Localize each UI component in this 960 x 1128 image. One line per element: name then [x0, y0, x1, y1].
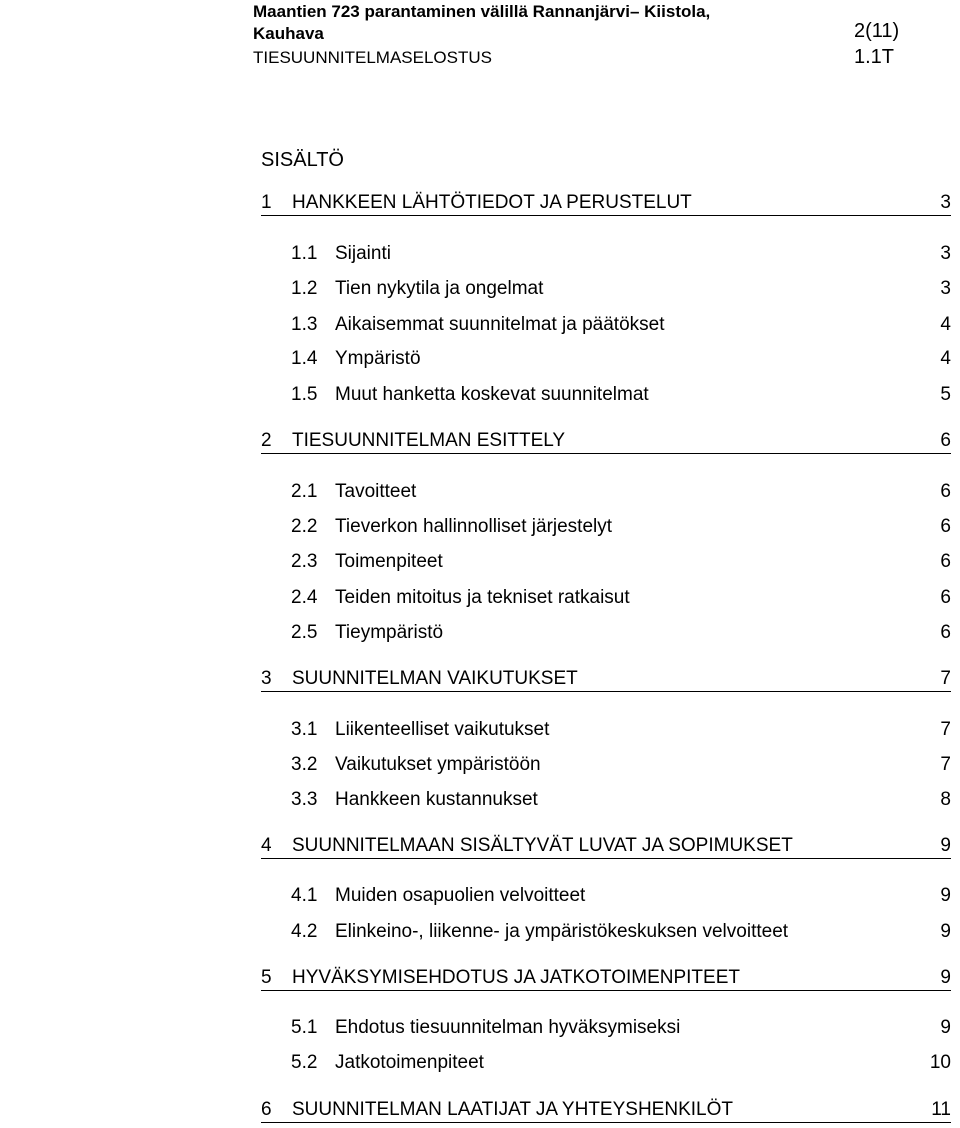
toc-number: 4	[261, 835, 272, 856]
toc-title: HYVÄKSYMISEHDOTUS JA JATKOTOIMENPITEET	[292, 967, 740, 988]
toc-title: Liikenteelliset vaikutukset	[335, 719, 550, 740]
toc-chapter[interactable]	[261, 667, 951, 692]
toc-title: Hankkeen kustannukset	[335, 789, 538, 810]
toc-section[interactable]	[261, 788, 951, 812]
toc-section[interactable]	[261, 242, 951, 266]
toc-number: 1.3	[291, 314, 318, 335]
toc-chapter[interactable]	[261, 191, 951, 216]
toc-page-number: 11	[931, 1099, 951, 1120]
toc-title: Teiden mitoitus ja tekniset ratkaisut	[335, 587, 630, 608]
toc-section[interactable]	[261, 884, 951, 908]
toc-section[interactable]	[261, 277, 951, 301]
toc-number: 5	[261, 967, 272, 988]
page-indicator: 2(11)	[854, 20, 900, 42]
toc-title: Tavoitteet	[335, 481, 417, 502]
toc-page-number: 6	[940, 622, 951, 643]
header-title-line1: Maantien 723 parantaminen välillä Rannanjärvi– Kiistola,	[253, 2, 711, 21]
toc-section[interactable]	[261, 550, 951, 574]
document-code: 1.1T	[854, 46, 895, 68]
toc-section[interactable]	[261, 480, 951, 504]
toc-section[interactable]	[261, 718, 951, 742]
toc-title: Muut hanketta koskevat suunnitelmat	[335, 384, 649, 405]
toc-number: 2.4	[291, 587, 318, 608]
toc-page-number: 9	[940, 921, 951, 942]
toc-title: Sijainti	[335, 243, 391, 264]
toc-section[interactable]	[261, 383, 951, 407]
toc-page-number: 5	[940, 384, 951, 405]
header-title-line2: Kauhava	[253, 24, 324, 43]
toc-number: 2.5	[291, 622, 318, 643]
toc-number: 1	[261, 192, 272, 213]
toc-page-number: 6	[940, 516, 951, 537]
toc-number: 1.4	[291, 348, 318, 369]
toc-title: Tien nykytila ja ongelmat	[335, 278, 544, 299]
toc-section[interactable]	[261, 515, 951, 539]
toc-title: SUUNNITELMAAN SISÄLTYVÄT LUVAT JA SOPIMUKSET	[292, 835, 793, 856]
toc-title: Toimenpiteet	[335, 551, 443, 572]
toc-title: Tieympäristö	[335, 622, 444, 643]
toc-page-number: 7	[940, 668, 951, 689]
toc-number: 2.2	[291, 516, 318, 537]
toc-page-number: 6	[940, 481, 951, 502]
document-type: TIESUUNNITELMASELOSTUS	[253, 48, 492, 67]
toc-number: 3.3	[291, 789, 318, 810]
toc-title: HANKKEEN LÄHTÖTIEDOT JA PERUSTELUT	[292, 192, 692, 213]
toc-page-number: 8	[940, 789, 951, 810]
toc-page-number: 7	[940, 719, 951, 740]
toc-title: SUUNNITELMAN LAATIJAT JA YHTEYSHENKILÖT	[292, 1099, 733, 1120]
toc-page-number: 6	[940, 430, 951, 451]
toc-page-number: 9	[940, 1017, 951, 1038]
toc-page-number: 9	[940, 835, 951, 856]
toc-section[interactable]	[261, 753, 951, 777]
toc-title: SUUNNITELMAN VAIKUTUKSET	[292, 668, 578, 689]
toc-number: 2.1	[291, 481, 318, 502]
toc-title: Tieverkon hallinnolliset järjestelyt	[335, 516, 613, 537]
toc-number: 2.3	[291, 551, 318, 572]
toc-title: Ehdotus tiesuunnitelman hyväksymiseksi	[335, 1017, 681, 1038]
toc-number: 2	[261, 430, 272, 451]
toc-chapter[interactable]	[261, 834, 951, 859]
toc-title: TIESUUNNITELMAN ESITTELY	[292, 430, 566, 451]
toc-page-number: 7	[940, 754, 951, 775]
toc-heading: SISÄLTÖ	[261, 149, 344, 171]
toc-title: Vaikutukset ympäristöön	[335, 754, 541, 775]
toc-page-number: 4	[940, 314, 951, 335]
toc-chapter[interactable]	[261, 429, 951, 454]
toc-number: 3.2	[291, 754, 318, 775]
toc-section[interactable]	[261, 586, 951, 610]
toc-number: 4.2	[291, 921, 318, 942]
toc-title: Ympäristö	[335, 348, 421, 369]
toc-page-number: 6	[940, 551, 951, 572]
toc-chapter[interactable]	[261, 1098, 951, 1123]
toc-title: Aikaisemmat suunnitelmat ja päätökset	[335, 314, 665, 335]
toc-number: 3	[261, 668, 272, 689]
toc-title: Elinkeino-, liikenne- ja ympäristökeskuksen velvoitteet	[335, 921, 789, 942]
toc-page-number: 3	[940, 192, 951, 213]
toc-page-number: 9	[940, 885, 951, 906]
toc-number: 6	[261, 1099, 272, 1120]
toc-section[interactable]	[261, 920, 951, 944]
toc-title: Muiden osapuolien velvoitteet	[335, 885, 586, 906]
toc-number: 5.2	[291, 1052, 318, 1073]
toc-number: 3.1	[291, 719, 318, 740]
toc-section[interactable]	[261, 347, 951, 371]
toc-page-number: 10	[929, 1052, 951, 1073]
toc-number: 1.1	[291, 243, 318, 264]
toc-title: Jatkotoimenpiteet	[335, 1052, 484, 1073]
toc-number: 5.1	[291, 1017, 318, 1038]
toc-page-number: 4	[940, 348, 951, 369]
toc-section[interactable]	[261, 621, 951, 645]
toc-number: 1.5	[291, 384, 318, 405]
toc-number: 1.2	[291, 278, 318, 299]
toc-page-number: 3	[940, 243, 951, 264]
toc-page-number: 9	[940, 967, 951, 988]
toc-section[interactable]	[261, 1016, 951, 1040]
toc-number: 4.1	[291, 885, 318, 906]
toc-section[interactable]	[261, 1051, 951, 1075]
toc-page-number: 6	[940, 587, 951, 608]
toc-page-number: 3	[940, 278, 951, 299]
toc-section[interactable]	[261, 313, 951, 337]
toc-chapter[interactable]	[261, 966, 951, 991]
